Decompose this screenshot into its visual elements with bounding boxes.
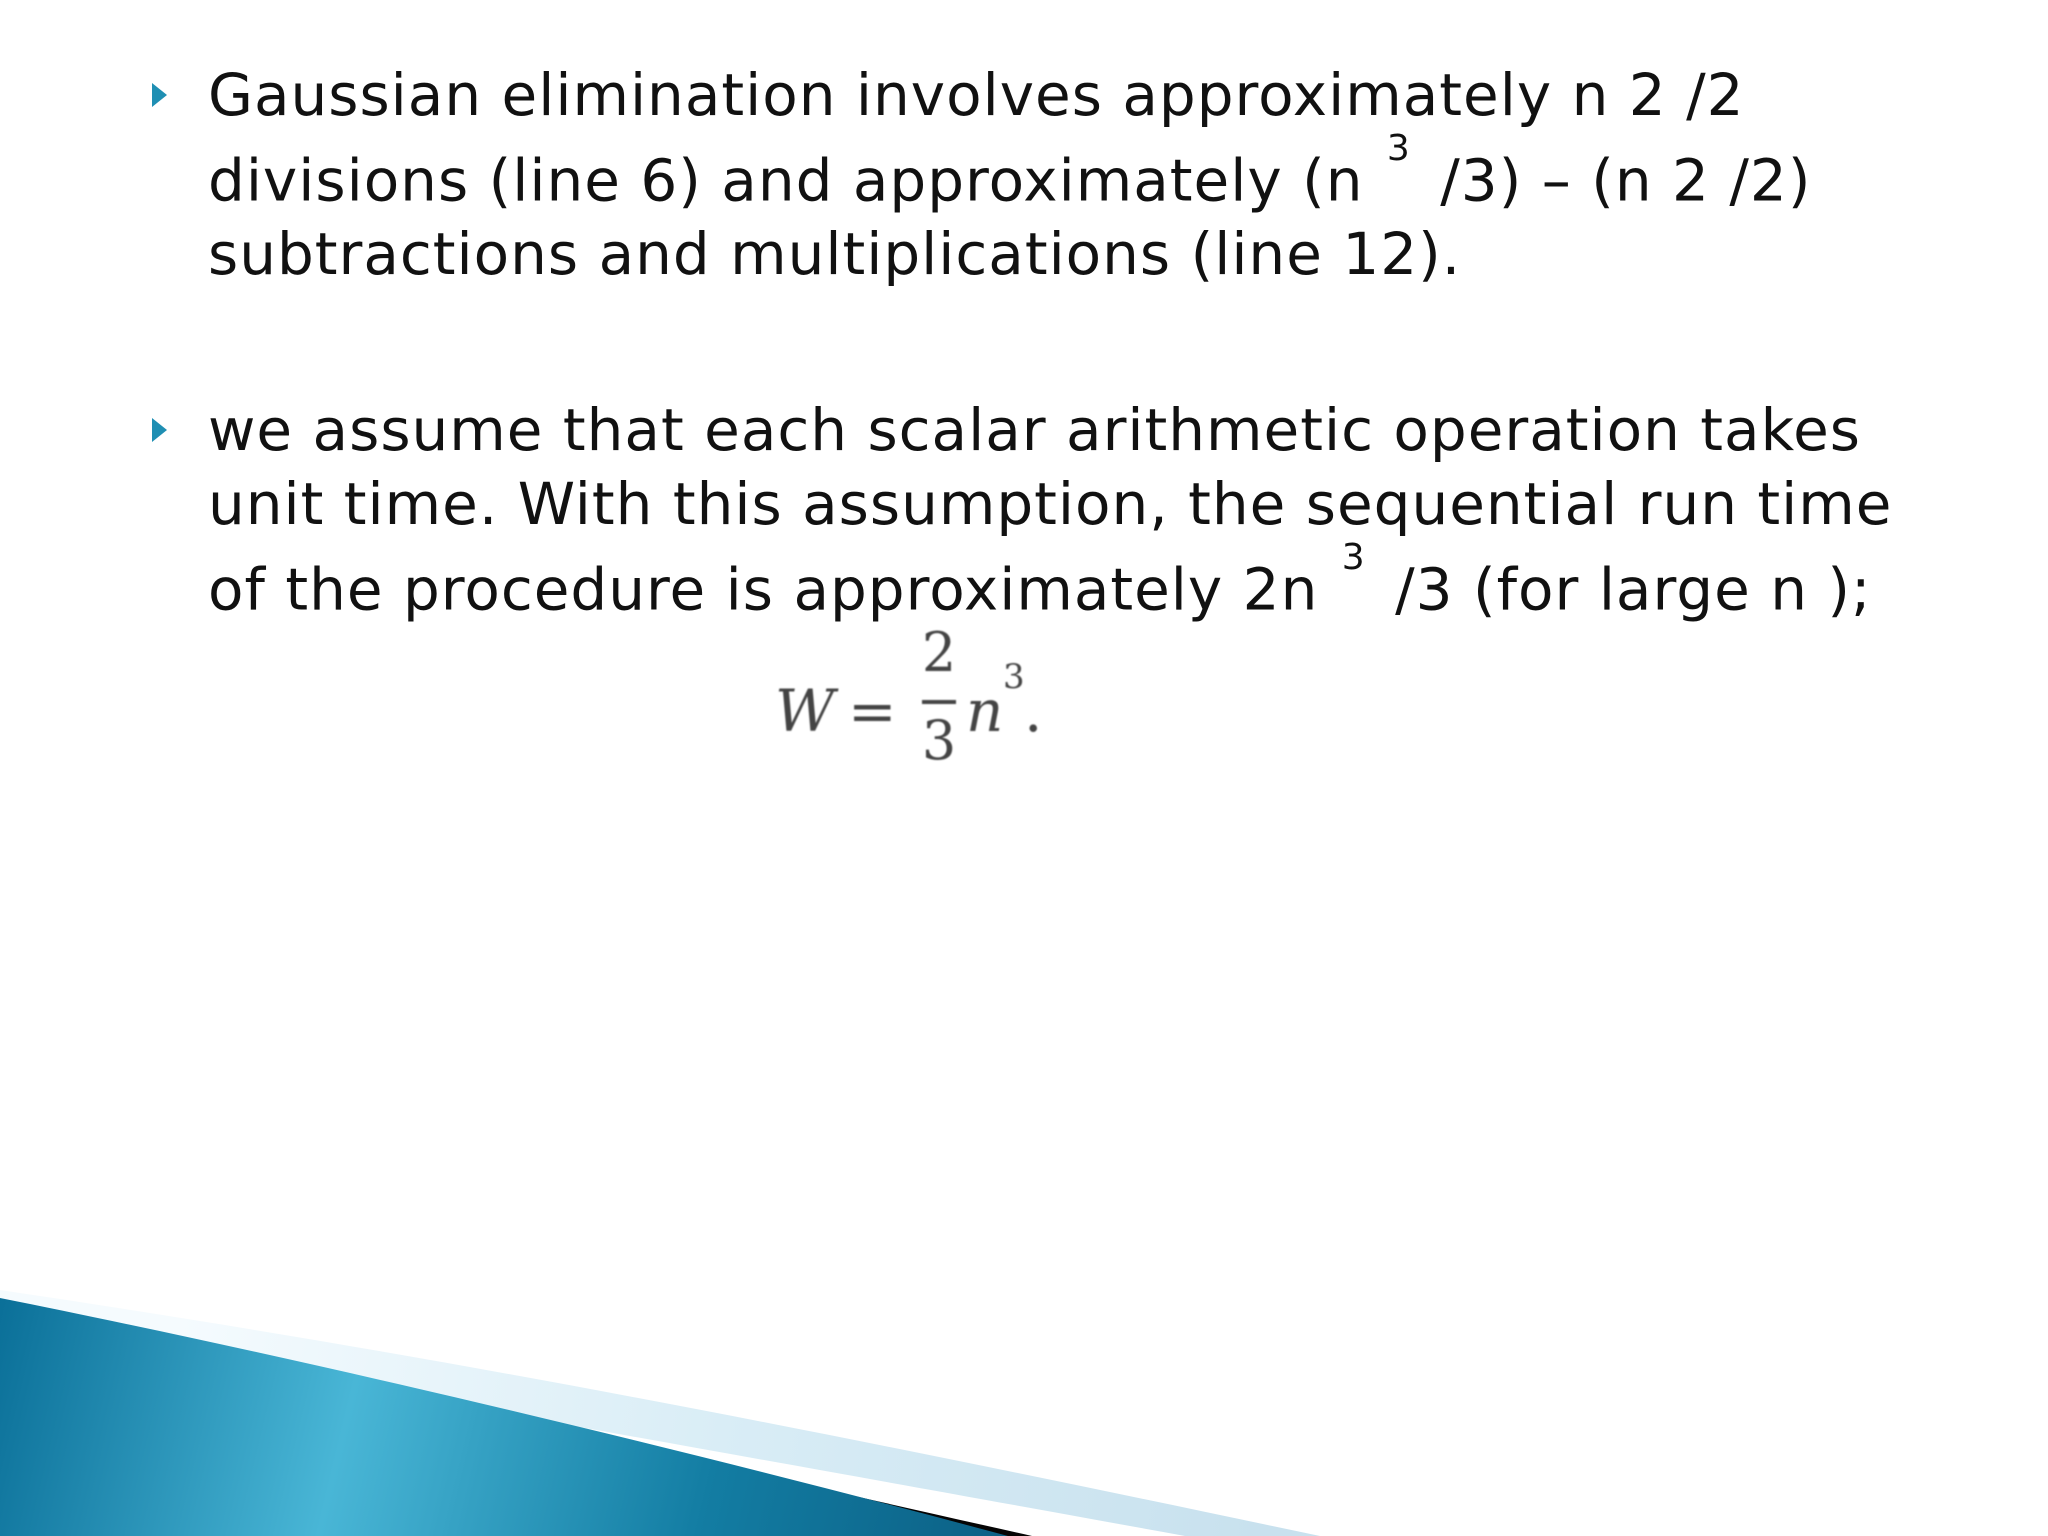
bullet-1-line-3: subtractions and multiplications (line 12).	[208, 220, 1462, 289]
bullet-2-line-3-after: /3 (for large n );	[1395, 555, 1872, 624]
bullet-2-line-1: we assume that each scalar arithmetic operation takes	[208, 396, 1862, 465]
bullet-1-line-1: Gaussian elimination involves approximately n 2 /2	[208, 61, 1745, 129]
blue-wave	[0, 1298, 1008, 1536]
formula-equals-sign: =	[848, 677, 897, 745]
bullet-item-gaussian-elimination	[148, 58, 1978, 291]
bullet-arrow-icon	[152, 418, 167, 442]
cube-superscript: 3	[1386, 128, 1411, 169]
cube-superscript: 3	[1341, 537, 1366, 579]
work-formula	[775, 622, 1075, 787]
formula-fraction	[918, 622, 960, 787]
bullet-1-line-2-before: divisions (line 6) and approximately (n	[208, 146, 1364, 215]
bullet-2-line-2: unit time. With this assumption, the sequential run time	[208, 470, 1893, 539]
bullet-2-line-3-before: of the procedure is approximately 2n	[208, 555, 1319, 624]
bullet-1-line-2	[208, 128, 1978, 217]
formula-exponent: 3	[1003, 657, 1025, 697]
bullet-item-sequential-runtime	[148, 393, 1978, 626]
bullet-list	[148, 58, 1978, 627]
fraction-bar	[922, 700, 956, 704]
bullet-arrow-icon	[152, 83, 167, 107]
formula-denominator: 3	[921, 709, 957, 772]
bullet-1-line-2-after: /3) – (n 2 /2)	[1440, 146, 1812, 215]
formula-variable: n	[966, 677, 1004, 745]
formula-numerator: 2	[921, 621, 957, 684]
bullet-2-line-3	[208, 537, 1978, 626]
formula-lhs: W	[775, 677, 835, 745]
formula-period: .	[1024, 677, 1043, 745]
black-wave	[0, 1318, 1032, 1536]
pale-blue-wave	[0, 1290, 1320, 1536]
